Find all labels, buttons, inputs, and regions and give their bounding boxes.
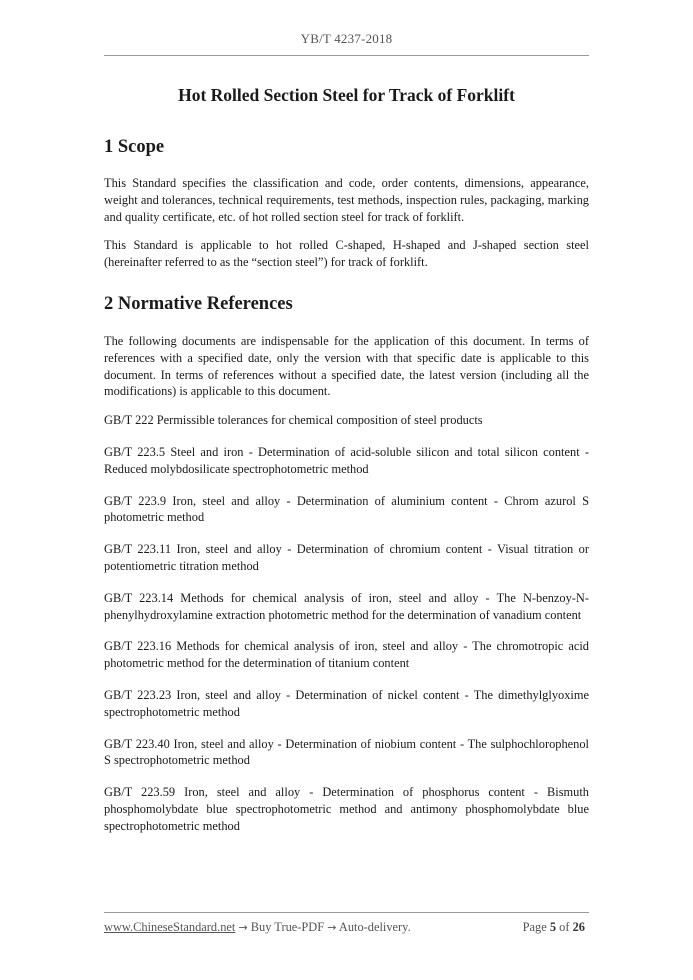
footer-divider xyxy=(104,912,589,913)
section-heading-scope: 1 Scope xyxy=(104,137,165,157)
header-divider xyxy=(104,55,589,56)
reference-item: GB/T 223.59 Iron, steel and alloy - Determination of phosphorus content - Bismuth phosphomolybdate blue spectrophotometric method and antimony phosphomolybdate blue spectrophotometric method xyxy=(104,785,589,833)
page-total: 26 xyxy=(572,920,585,934)
page-current: 5 xyxy=(549,920,557,934)
paragraph: The following documents are indispensable for the application of this document. In terms of references with a specified date, only the version with that specific date is applicable to this document. In terms of references without a specified date, the latest version (including all the modifications) is applicable to this document. xyxy=(104,333,589,399)
page-number xyxy=(523,919,585,935)
buy-true-pdf-text: Buy True-PDF xyxy=(250,920,325,934)
auto-delivery-text: Auto-delivery. xyxy=(338,920,411,934)
reference-item: GB/T 222 Permissible tolerances for chemical composition of steel products xyxy=(104,413,483,428)
page-label: Page xyxy=(522,920,547,934)
reference-item: GB/T 223.23 Iron, steel and alloy - Determination of nickel content - The dimethylglyoxime spectrophotometric method xyxy=(104,687,589,719)
page-content xyxy=(104,80,589,835)
reference-item: GB/T 223.11 Iron, steel and alloy - Determination of chromium content - Visual titration or potentiometric titration method xyxy=(104,542,589,573)
reference-item: GB/T 223.9 Iron, steel and alloy - Determination of aluminium content - Chrom azurol S photometric method xyxy=(104,493,589,525)
reference-item: GB/T 223.16 Methods for chemical analysis of iron, steel and alloy - The chromotropic acid photometric method for the determination of titanium content xyxy=(104,639,589,671)
right-arrow-icon: → xyxy=(238,921,248,934)
reference-item: GB/T 223.14 Methods for chemical analysis of iron, steel and alloy - The N-benzoy-N-phenylhydroxylamine extraction photometric method for the determination of vanadium content xyxy=(104,590,589,622)
document-title: Hot Rolled Section Steel for Track of Forklift xyxy=(178,85,515,105)
site-link[interactable]: www.ChineseStandard.net xyxy=(104,920,236,934)
paragraph: This Standard specifies the classification and code, order contents, dimensions, appearance, weight and tolerances, technical requirements, test methods, inspection rules, packaging, marking and quality certificate, etc. of hot rolled section steel for track of forklift. xyxy=(104,176,589,224)
page-footer xyxy=(104,919,589,936)
running-header: YB/T 4237-2018 xyxy=(300,31,393,46)
paragraph: This Standard is applicable to hot rolled C-shaped, H-shaped and J-shaped section steel (hereinafter referred to as the “section steel”) for track of forklift. xyxy=(104,238,589,270)
right-arrow-icon: → xyxy=(327,921,337,934)
section-heading-normative-references: 2 Normative References xyxy=(104,293,293,314)
reference-item: GB/T 223.40 Iron, steel and alloy - Determination of niobium content - The sulphochlorophenol S spectrophotometric method xyxy=(104,736,589,768)
page-of: of xyxy=(559,920,570,934)
reference-item: GB/T 223.5 Steel and iron - Determination of acid-soluble silicon and total silicon content - Reduced molybdosilicate spectrophotometric method xyxy=(104,444,589,476)
